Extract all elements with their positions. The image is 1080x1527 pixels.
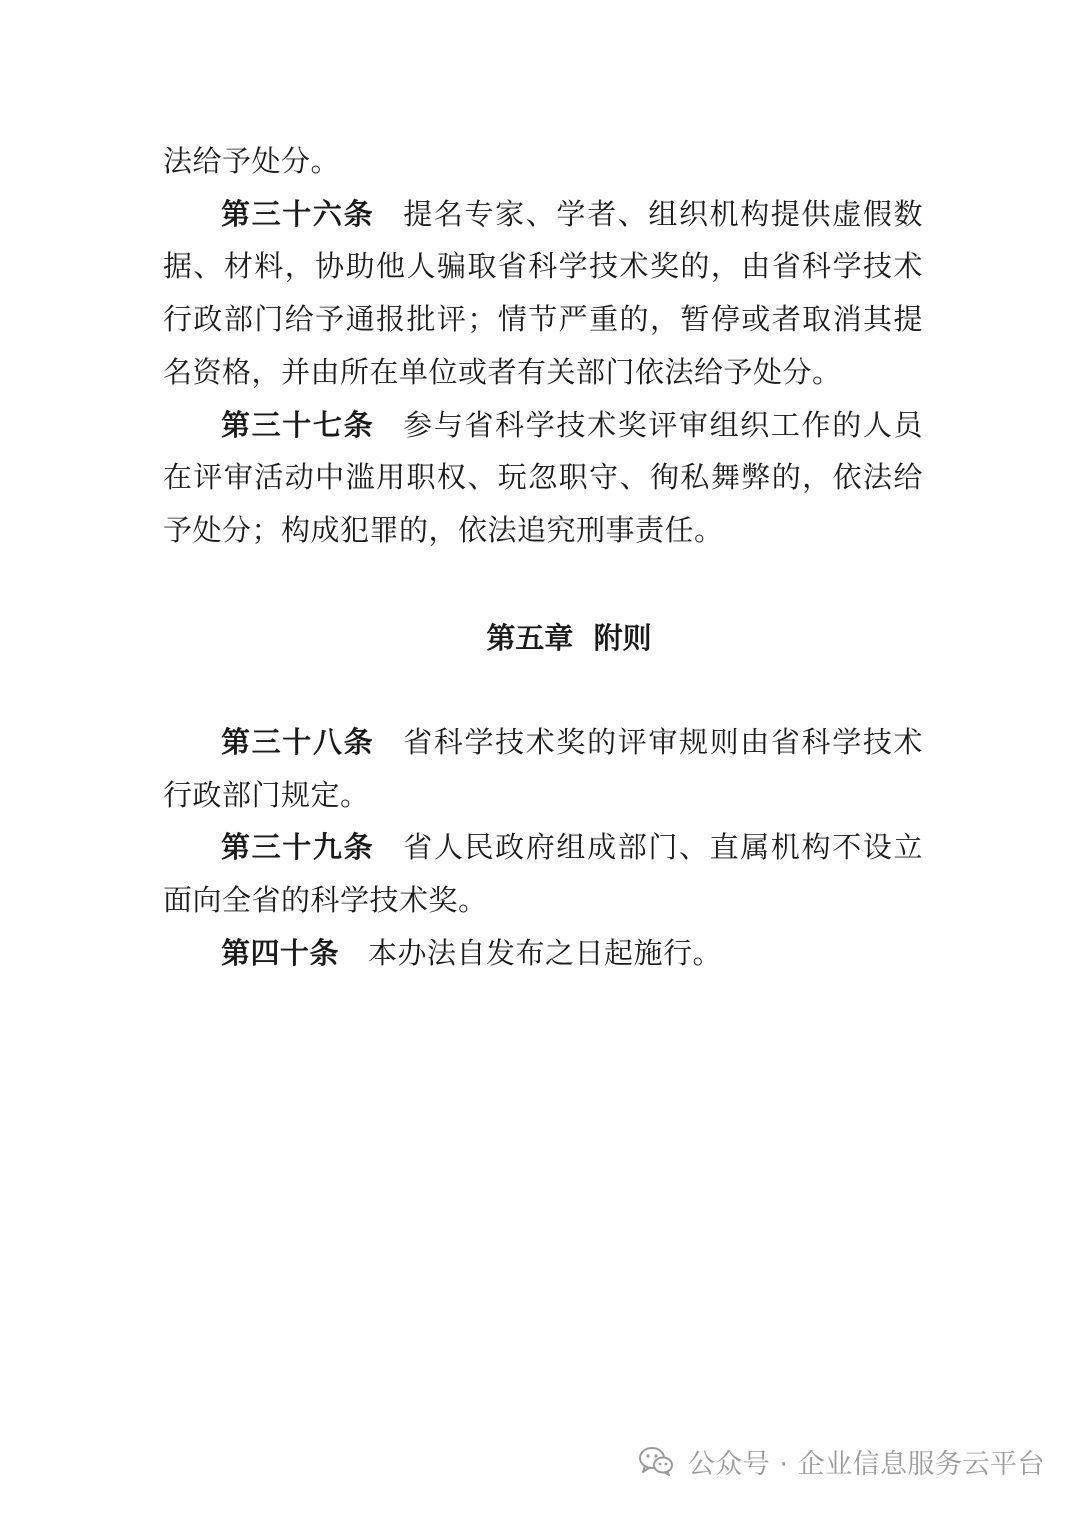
article-37 bbox=[163, 399, 923, 557]
wechat-icon bbox=[638, 1446, 674, 1476]
article-36 bbox=[163, 188, 923, 399]
top-text-block bbox=[163, 135, 923, 557]
bottom-text-block bbox=[163, 716, 923, 980]
article-number: 第四十条 bbox=[221, 935, 340, 970]
paragraph-body: 省人民政府组成部门、直属机构不设立面向全省的科学技术奖。 bbox=[163, 830, 923, 918]
paragraph-body: 省科学技术奖的评审规则由省科学技术行政部门规定。 bbox=[163, 725, 923, 812]
article-number: 第三十六条 bbox=[221, 196, 375, 231]
paragraph-body: 提名专家、学者、组织机构提供虚假数据、材料，协助他人骗取省科学技术奖的，由省科学技术行政部门给予通报批评；情节严重的，暂停或者取消其提名资格，并由所在单位或者有关部门依法给予处分。 bbox=[163, 196, 923, 389]
article-40 bbox=[163, 927, 923, 980]
article-number: 第三十九条 bbox=[221, 830, 375, 865]
paragraph-body: 法给予处分。 bbox=[163, 144, 341, 178]
watermark-text: 公众号 · 企业信息服务云平台 bbox=[687, 1448, 1045, 1480]
paragraph-continuation bbox=[163, 135, 923, 188]
watermark bbox=[638, 1441, 1045, 1481]
chapter-title-text: 第五章 附则 bbox=[486, 621, 652, 655]
chapter-title bbox=[0, 612, 1080, 664]
paragraph-body: 参与省科学技术奖评审组织工作的人员在评审活动中滥用职权、玩忽职守、徇私舞弊的，依法给予处分；构成犯罪的，依法追究刑事责任。 bbox=[163, 407, 923, 547]
paragraph-body: 本办法自发布之日起施行。 bbox=[368, 935, 723, 970]
article-number: 第三十八条 bbox=[221, 725, 375, 759]
article-number: 第三十七条 bbox=[221, 407, 375, 442]
article-38 bbox=[163, 716, 923, 821]
article-39 bbox=[163, 821, 923, 926]
